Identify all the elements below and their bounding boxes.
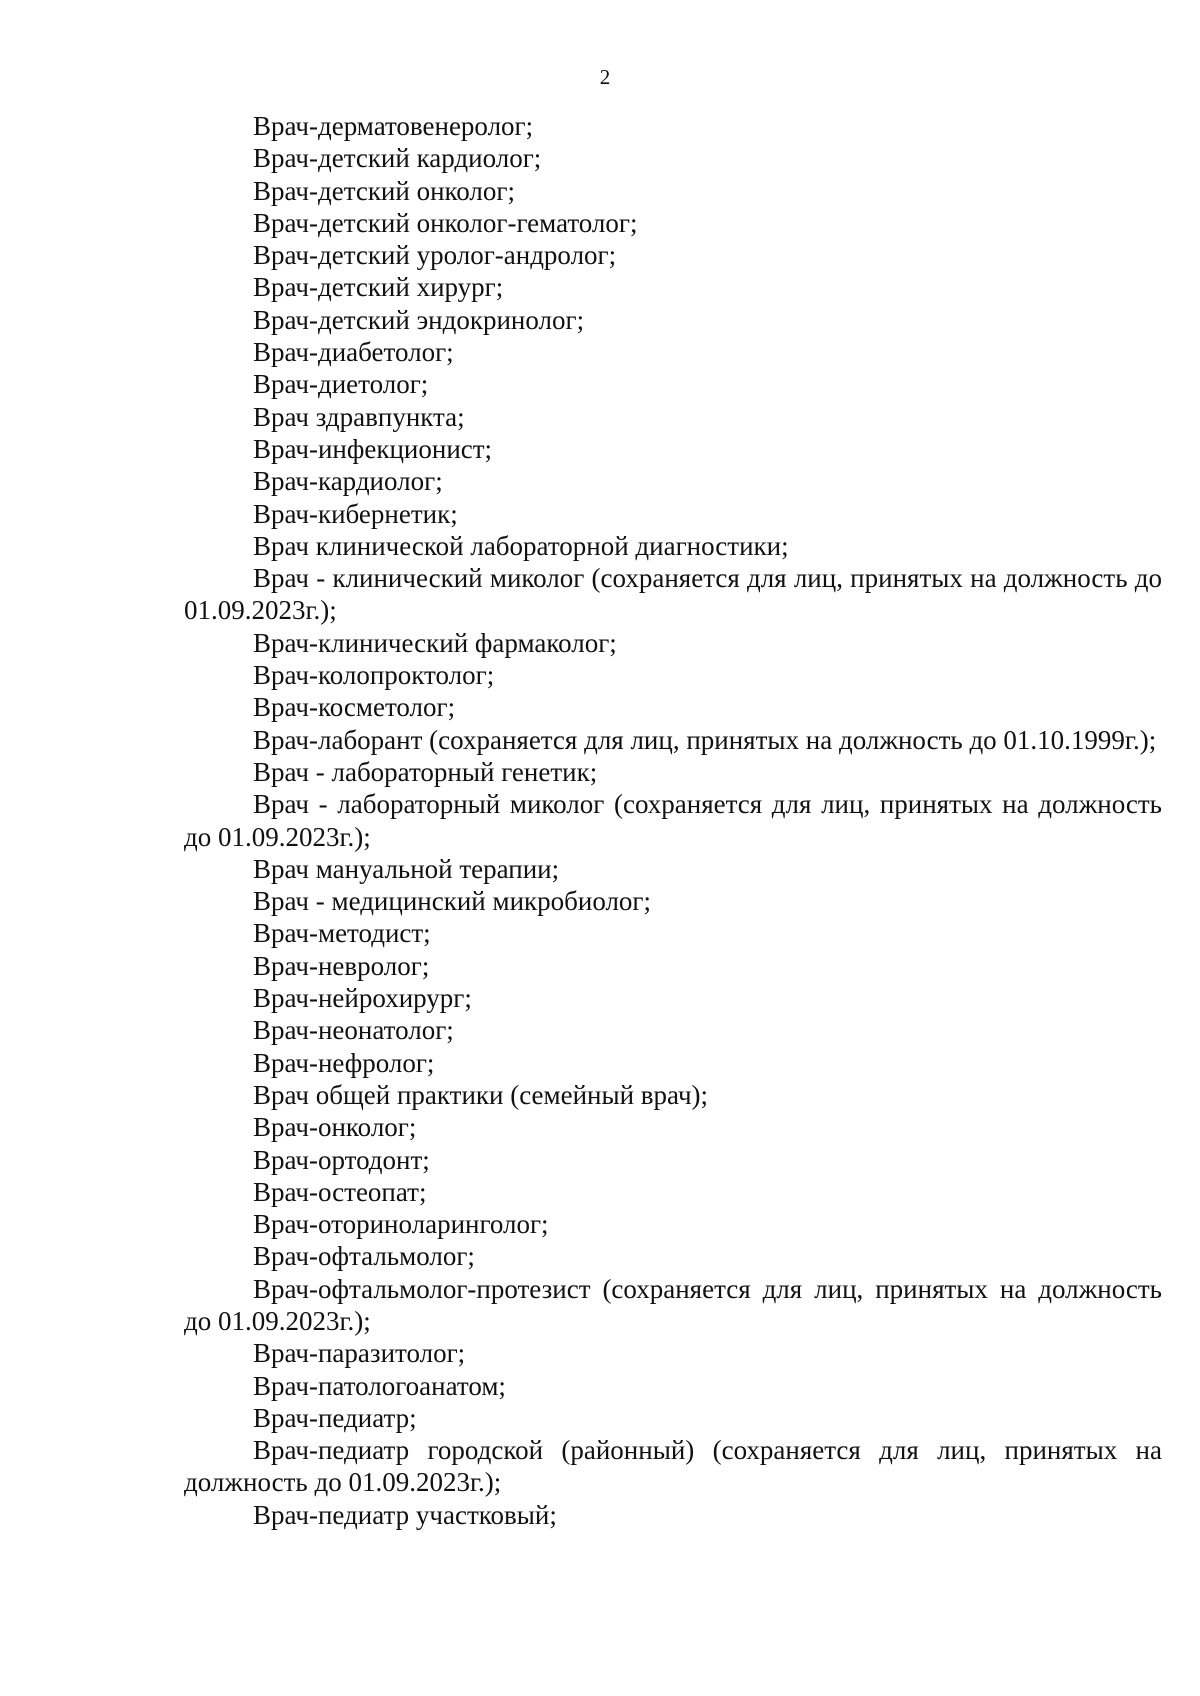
list-item: Врач-педиатр городской (районный) (сохраняется для лиц, принятых на должность до 01.09.2023г.); xyxy=(184,1435,1162,1498)
list-item: Врач-детский хирург; xyxy=(253,272,504,303)
list-item: Врач-дерматовенеролог; xyxy=(253,111,534,141)
list-item: Врач-остеопат; xyxy=(253,1176,427,1207)
list-item: Врач-диетолог; xyxy=(253,369,429,400)
list-item: Врач-оториноларинголог; xyxy=(253,1209,549,1240)
list-item: Врач - лабораторный генетик; xyxy=(253,756,598,787)
list-item: Врач клинической лабораторной диагностики; xyxy=(253,530,789,561)
list-item: Врач-инфекционист; xyxy=(253,433,493,464)
list-item: Врач-педиатр участковый; xyxy=(253,1499,557,1530)
list-item: Врач-неонатолог; xyxy=(253,1015,454,1046)
list-item: Врач-онколог; xyxy=(253,1112,417,1143)
list-item: Врач-косметолог; xyxy=(253,692,456,723)
list-item: Врач общей практики (семейный врач); xyxy=(253,1079,709,1110)
list-item: Врач-детский эндокринолог; xyxy=(253,304,585,335)
list-item: Врач-педиатр; xyxy=(253,1402,417,1433)
list-item: Врач-лаборант (сохраняется для лиц, принятых на должность до 01.10.1999г.); xyxy=(253,724,1157,755)
list-item: Врач - лабораторный миколог (сохраняется для лиц, принятых на должность до 01.09.2023г.); xyxy=(184,789,1162,852)
list-item: Врач-диабетолог; xyxy=(253,337,454,368)
page-number: 2 xyxy=(599,65,611,89)
list-item: Врач - клинический миколог (сохраняется для лиц, принятых на должность до 01.09.2023г.); xyxy=(184,563,1162,626)
list-item: Врач-детский кардиолог; xyxy=(253,143,542,174)
list-item: Врач-ортодонт; xyxy=(253,1144,430,1175)
list-item: Врач-кардиолог; xyxy=(253,466,443,497)
list-item: Врач-кибернетик; xyxy=(253,498,458,529)
list-item: Врач-колопроктолог; xyxy=(253,660,495,691)
list-item: Врач - медицинский микробиолог; xyxy=(253,886,652,917)
list-item: Врач-детский онколог-гематолог; xyxy=(253,207,638,238)
list-item: Врач-патологоанатом; xyxy=(253,1370,506,1401)
list-item: Врач-офтальмолог-протезист (сохраняется для лиц, принятых на должность до 01.09.2023г.); xyxy=(184,1273,1162,1336)
list-item: Врач-нейрохирург; xyxy=(253,983,472,1014)
list-item: Врач-нефролог; xyxy=(253,1047,435,1078)
list-item: Врач-паразитолог; xyxy=(253,1338,466,1369)
list-item: Врач здравпункта; xyxy=(253,401,465,432)
list-item: Врач-клинический фармаколог; xyxy=(253,627,617,658)
list-item: Врач-невролог; xyxy=(253,950,430,981)
list-item: Врач-методист; xyxy=(253,918,431,949)
list-item: Врач-детский уролог-андролог; xyxy=(253,240,617,271)
list-item: Врач-офтальмолог; xyxy=(253,1241,475,1272)
list-item: Врач-детский онколог; xyxy=(253,175,515,206)
position-list xyxy=(184,110,1162,1531)
list-item: Врач мануальной терапии; xyxy=(253,853,560,884)
